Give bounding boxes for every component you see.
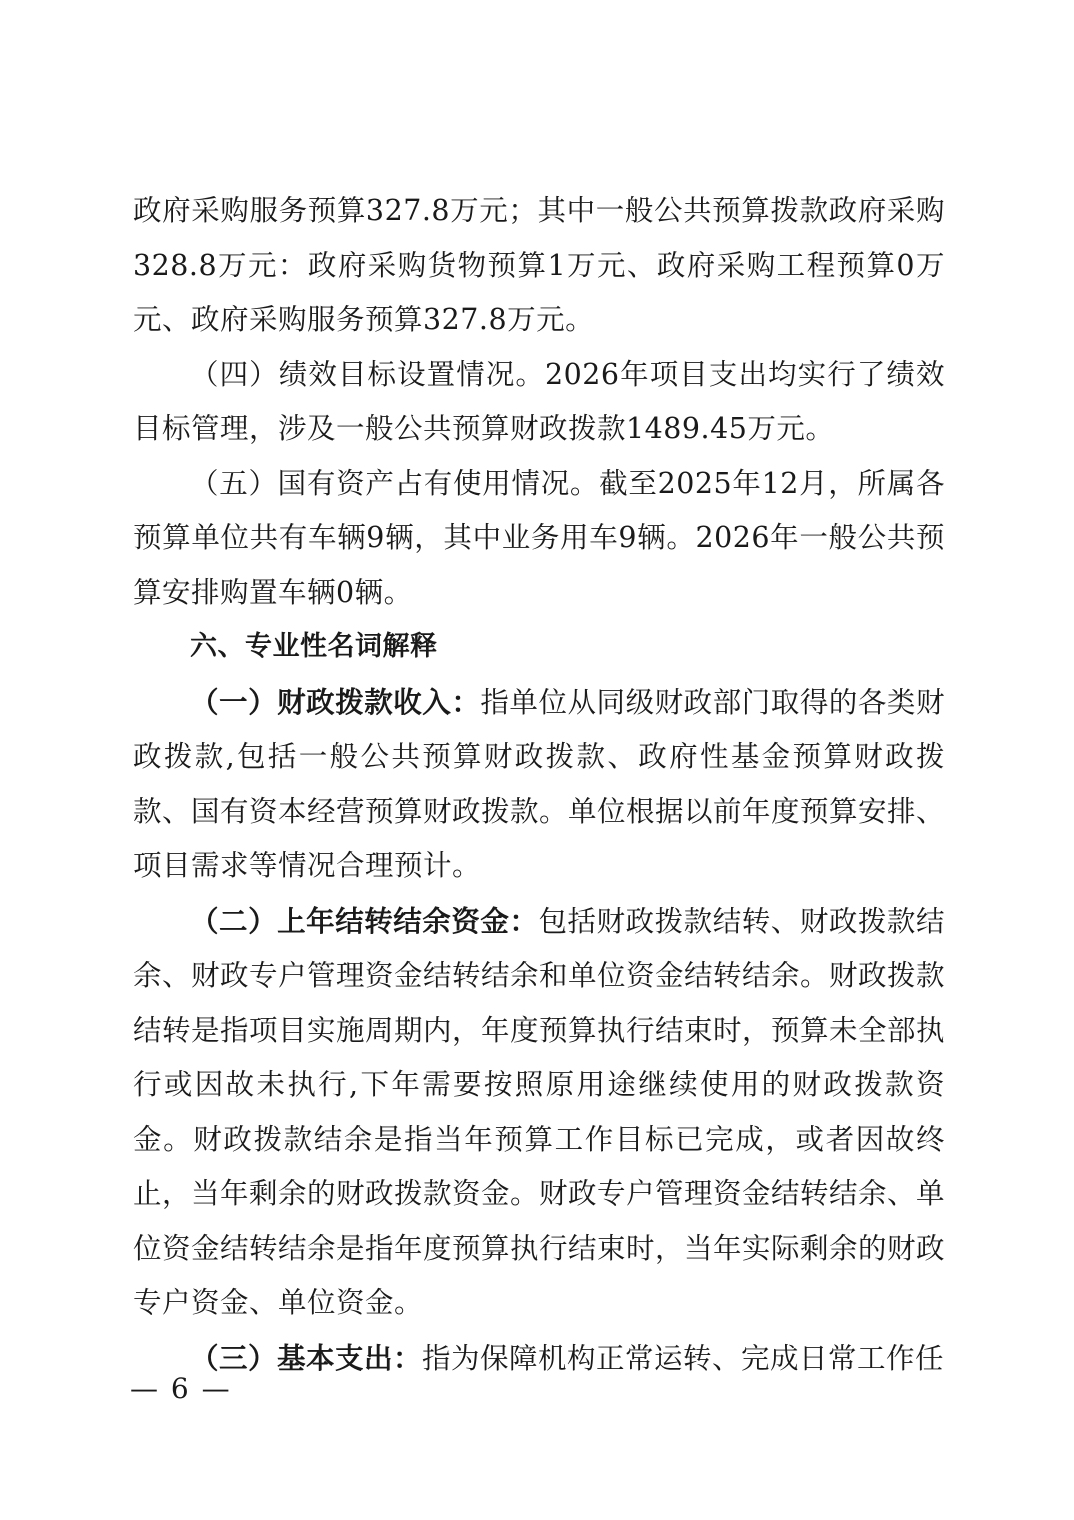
paragraph-term-basic-expenditure	[133, 1331, 945, 1387]
term-definition: 包括财政拨款结转、财政拨款结余、财政专户管理资金结转结余和单位资金结转结余。财政拨款结转是指项目实施周期内，年度预算执行结束时，预算未全部执行或因故未执行,下年需要按照原用途继续使用的财政拨款资金。财政拨款结余是指当年预算工作目标已完成，或者因故终止，当年剩余的财政拨款资金。财政专户管理资金结转结余、单位资金结转结余是指年度预算执行结束时，当年实际剩余的财政专户资金、单位资金。	[133, 904, 946, 1319]
term-definition: 指单位从同级财政部门取得的各类财政拨款,包括一般公共预算财政拨款、政府性基金预算财政拨款、国有资本经营预算财政拨款。单位根据以前年度预算安排、项目需求等情况合理预计。	[133, 685, 946, 882]
paragraph-performance-targets: （四）绩效目标设置情况。2026年项目支出均实行了绩效目标管理，涉及一般公共预算财政拨款1489.45万元。	[133, 357, 945, 445]
term-label: （二）上年结转结余资金：	[190, 903, 539, 938]
paragraph-state-assets: （五）国有资产占有使用情况。截至2025年12月，所属各预算单位共有车辆9辆，其中业务用车9辆。2026年一般公共预算安排购置车辆0辆。	[133, 466, 945, 609]
paragraph-term-carryover-funds	[133, 894, 945, 1331]
paragraph-procurement-continued: 政府采购服务预算327.8万元；其中一般公共预算拨款政府采购328.8万元：政府采购货物预算1万元、政府采购工程预算0万元、政府采购服务预算327.8万元。	[133, 194, 945, 336]
document-body	[133, 184, 945, 1386]
paragraph-term-fiscal-appropriation	[133, 675, 945, 894]
term-label: （三）基本支出：	[190, 1340, 423, 1375]
term-label: （一）财政拨款收入：	[190, 684, 481, 719]
page-number: — 6 —	[130, 1372, 232, 1405]
section-heading-terms: 六、专业性名词解释	[190, 631, 438, 662]
term-definition: 指为保障机构正常运转、完成日常工作任	[422, 1341, 945, 1375]
